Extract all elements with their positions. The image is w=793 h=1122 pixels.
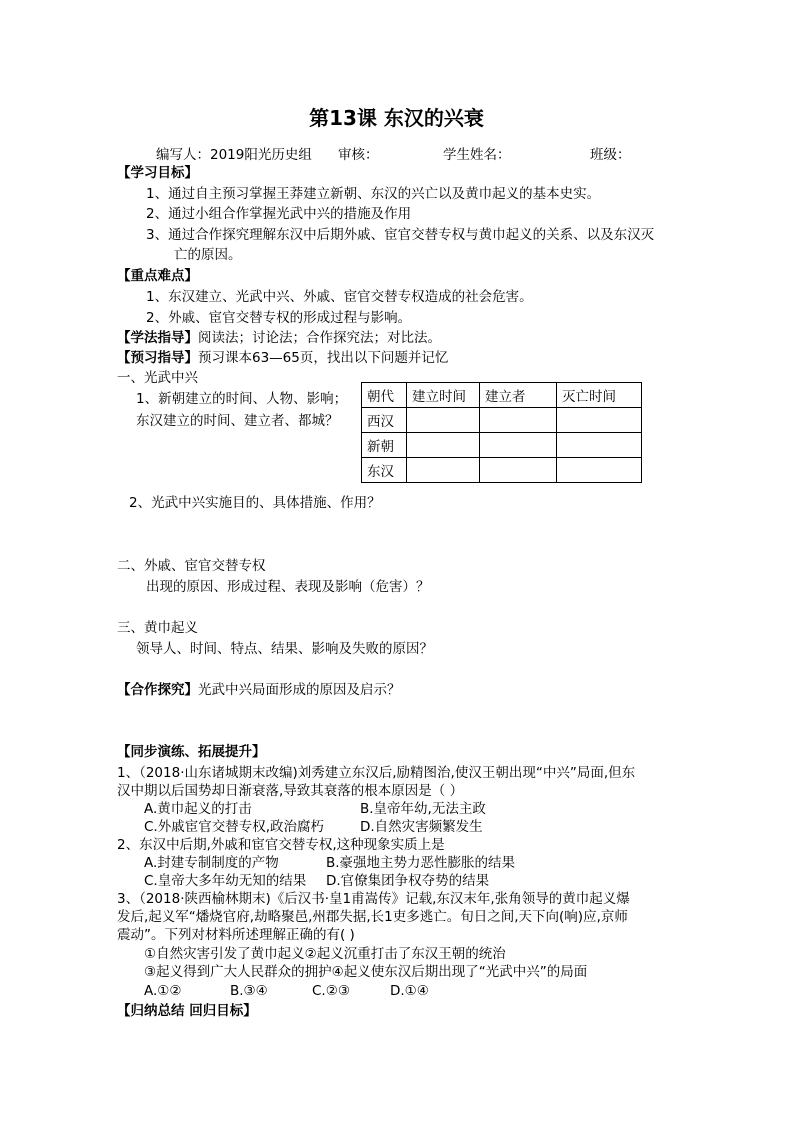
- class-label: 班级：: [590, 147, 631, 163]
- table-header-cell: 朝代: [362, 383, 407, 408]
- coop-text: 光武中兴局面形成的原因及启示？: [198, 682, 401, 698]
- practice-q3-line2: 发后,起义军“燔烧官府,劫略聚邑,州郡失据,长1吏多逃亡。旬日之间,天下向(响)应,京师: [117, 909, 628, 925]
- practice-q3-statements-2: ③起义得到广大人民群众的拥护④起义使东汉后期出现了“光武中兴”的局面: [144, 964, 588, 980]
- practice-q2-option-d: D.官僚集团争权夺势的结果: [326, 873, 490, 889]
- preview-heading: 【预习指导】: [117, 350, 198, 366]
- table-cell[interactable]: [480, 408, 557, 433]
- table-header-cell: 建立者: [480, 383, 557, 408]
- table-cell: 西汉: [362, 408, 407, 433]
- table-cell[interactable]: [557, 408, 642, 433]
- summary-heading: 【归纳总结 回归目标】: [117, 1003, 257, 1019]
- practice-q2-line1: 2、东汉中后期,外戚和宦官交替专权,这种现象实质上是: [117, 837, 445, 853]
- author-label: 编写人：2019阳光历史组: [156, 147, 312, 163]
- practice-q1-line1: 1、（2018·山东诸城期末改编)刘秀建立东汉后,励精图治,使汉王朝出现“中兴”局面,但东: [117, 765, 636, 781]
- method-heading: 【学法指导】: [117, 330, 198, 346]
- dynasty-table: [361, 382, 642, 483]
- section1-question-1a: 1、新朝建立的时间、人物、影响；: [136, 391, 348, 407]
- coop-line: [117, 681, 401, 699]
- method-text: 阅读法；讨论法；合作探究法；对比法。: [198, 330, 441, 346]
- table-cell[interactable]: [557, 433, 642, 458]
- section1-title: 一、光武中兴: [117, 370, 198, 386]
- table-cell[interactable]: [557, 458, 642, 483]
- goal-item-3: 3、通过合作探究理解东汉中后期外戚、宦官交替专权与黄巾起义的关系、以及东汉灭: [146, 227, 655, 243]
- goal-item-3-cont: 亡的原因。: [174, 247, 242, 263]
- review-label: 审核：: [338, 147, 379, 163]
- table-cell[interactable]: [407, 433, 480, 458]
- practice-q3-option-c: C.②③: [312, 983, 350, 999]
- goal-item-2: 2、通过小组合作掌握光武中兴的措施及作用: [146, 206, 412, 222]
- section3-title: 三、黄巾起义: [117, 620, 198, 636]
- table-cell[interactable]: [480, 433, 557, 458]
- practice-q2-option-a: A.封建专制制度的产物: [144, 855, 279, 871]
- section2-question: 出现的原因、形成过程、表现及影响（危害）？: [146, 579, 430, 595]
- practice-q3-option-b: B.③④: [230, 983, 268, 999]
- key-point-2: 2、外戚、宦官交替专权的形成过程与影响。: [146, 310, 412, 326]
- table-header-cell: 灭亡时间: [557, 383, 642, 408]
- key-points-heading: 【重点难点】: [117, 268, 198, 284]
- table-row: [362, 408, 642, 433]
- table-cell: 新朝: [362, 433, 407, 458]
- section2-title: 二、外戚、宦官交替专权: [117, 558, 266, 574]
- table-cell: 东汉: [362, 458, 407, 483]
- section1-question-2: 2、光武中兴实施目的、具体措施、作用？: [129, 495, 381, 511]
- practice-q3-line1: 3、（2018·陕西榆林期末)《后汉书·皇1甫嵩传》记载,东汉末年,张角领导的黄巾起义爆: [117, 891, 630, 907]
- key-point-1: 1、东汉建立、光武中兴、外戚、宦官交替专权造成的社会危害。: [146, 289, 533, 305]
- table-row: [362, 458, 642, 483]
- student-name-label: 学生姓名：: [443, 147, 511, 163]
- goals-heading: 【学习目标】: [117, 165, 198, 181]
- method-line: [117, 329, 441, 347]
- table-cell[interactable]: [407, 458, 480, 483]
- practice-q2-option-c: C.皇帝大多年幼无知的结果: [144, 873, 307, 889]
- section1-question-1b: 东汉建立的时间、建立者、都城？: [136, 413, 339, 429]
- table-cell[interactable]: [407, 408, 480, 433]
- preview-text: 预习课本63—65页，找出以下问题并记忆: [198, 350, 449, 366]
- preview-line: [117, 349, 448, 367]
- table-header-cell: 建立时间: [407, 383, 480, 408]
- practice-q3-option-a: A.①②: [144, 983, 182, 999]
- practice-q1-option-d: D.自然灾害频繁发生: [360, 819, 483, 835]
- practice-q3-line3: 震动”。下列对材料所述理解正确的有( ): [117, 927, 355, 943]
- practice-q1-option-a: A.黄巾起义的打击: [144, 801, 252, 817]
- table-cell[interactable]: [480, 458, 557, 483]
- practice-q3-statements-1: ①自然灾害引发了黄巾起义②起义沉重打击了东汉王朝的统治: [144, 946, 506, 962]
- practice-q1-option-c: C.外戚宦官交替专权,政治腐朽: [144, 819, 325, 835]
- practice-heading: 【同步演练、拓展提升】: [117, 744, 266, 760]
- practice-q3-option-d: D.①④: [390, 983, 429, 999]
- section3-question: 领导人、时间、特点、结果、影响及失败的原因？: [136, 641, 433, 657]
- goal-item-1: 1、通过自主预习掌握王莽建立新朝、东汉的兴亡以及黄巾起义的基本史实。: [146, 186, 601, 202]
- practice-q1-option-b: B.皇帝年幼,无法主政: [360, 801, 486, 817]
- table-header-row: [362, 383, 642, 408]
- practice-q1-line2: 汉中期以后国势却日渐衰落,导致其衰落的根本原因是（ ）: [117, 783, 464, 799]
- coop-heading: 【合作探究】: [117, 682, 198, 698]
- table-row: [362, 433, 642, 458]
- page-title: 第13课 东汉的兴衰: [309, 106, 484, 130]
- practice-q2-option-b: B.豪强地主势力恶性膨胀的结果: [326, 855, 516, 871]
